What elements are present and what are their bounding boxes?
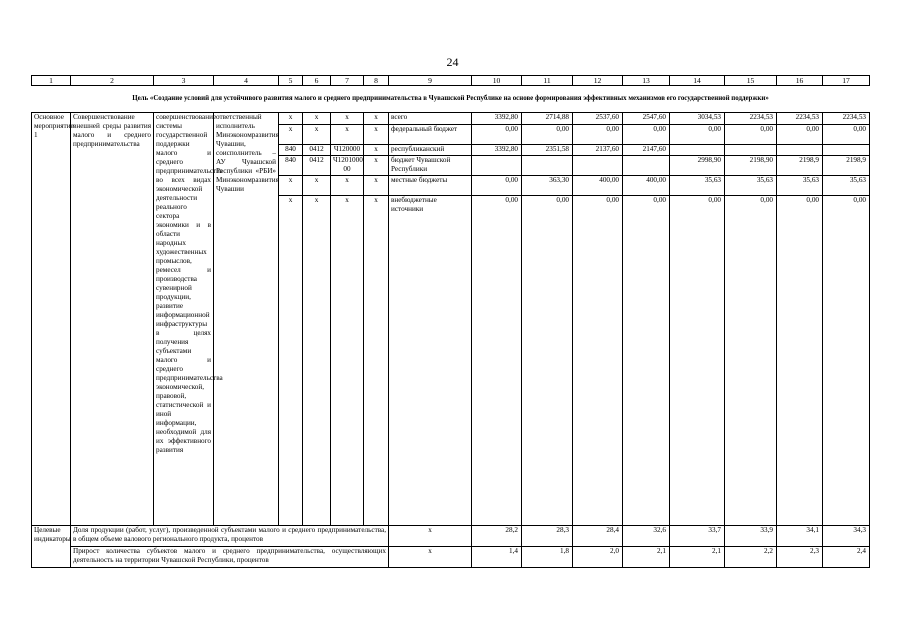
cell-value: 0,00 (623, 124, 670, 144)
cell-value: 35,63 (777, 175, 823, 195)
col-num: 1 (32, 76, 71, 86)
cell-value: 0,00 (725, 124, 777, 144)
cell-value: 1,4 (472, 547, 522, 568)
cell-vr: x (364, 175, 389, 195)
cell-value: 34,3 (823, 526, 870, 547)
col-num: 11 (522, 76, 573, 86)
cell-value: 2198,90 (725, 155, 777, 175)
cell-value: 0,00 (522, 124, 573, 144)
cell-value: 2,0 (573, 547, 623, 568)
cell-csr: x (331, 195, 364, 526)
cell-value: 0,00 (777, 124, 823, 144)
cell-grbs: x (279, 195, 303, 526)
cell-value: 0,00 (472, 175, 522, 195)
cell-value: 2,2 (725, 547, 777, 568)
cell-csr: x (331, 175, 364, 195)
cell-value: 2234,53 (777, 113, 823, 124)
cell-value: 2234,53 (823, 113, 870, 124)
cell-value: 0,00 (725, 195, 777, 526)
col-num: 4 (214, 76, 279, 86)
cell-grbs: x (279, 175, 303, 195)
cell-vr: x (364, 113, 389, 124)
cell-value (573, 155, 623, 175)
cell-vr: x (364, 155, 389, 175)
event-title: Совершенствование внешней среды развития малого и среднего предпринимательства (71, 113, 154, 526)
cell-value: 28,2 (472, 526, 522, 547)
cell-value (472, 155, 522, 175)
cell-vr: x (364, 124, 389, 144)
col-num: 3 (154, 76, 214, 86)
cell-value: 32,6 (623, 526, 670, 547)
cell-value: 3392,80 (472, 113, 522, 124)
cell-value: 35,63 (725, 175, 777, 195)
col-num: 12 (573, 76, 623, 86)
page-number: 24 (446, 55, 459, 69)
cell-rzpr: x (303, 175, 331, 195)
cell-x: x (389, 547, 472, 568)
cell-value: 28,3 (522, 526, 573, 547)
goal-text: Цель «Создание условий для устойчивого развития малого и среднего предпринимательства в Чувашской Республике на основе формирования эффективных механизмов его государственной поддержки» (32, 86, 870, 113)
cell-value: 0,00 (472, 124, 522, 144)
cell-value: 2,1 (670, 547, 725, 568)
indicator-text: Доля продукции (работ, услуг), произведенной субъектами малого и среднего предпринимательства, в общем объеме валового регионального продукта, процентов (71, 526, 389, 547)
cell-source: внебюджетные источники (389, 195, 472, 526)
cell-value: 2,1 (623, 547, 670, 568)
col-num: 6 (303, 76, 331, 86)
cell-csr: x (331, 113, 364, 124)
cell-value: 2137,60 (573, 144, 623, 155)
cell-source: местные бюджеты (389, 175, 472, 195)
cell-source: федеральный бюджет (389, 124, 472, 144)
cell-value: 2,4 (823, 547, 870, 568)
cell-grbs: x (279, 113, 303, 124)
cell-rzpr: 0412 (303, 155, 331, 175)
col-num: 5 (279, 76, 303, 86)
cell-value: 400,00 (573, 175, 623, 195)
cell-value: 2537,60 (573, 113, 623, 124)
event-executor: ответственный исполнитель Минэкономразвития Чувашии, соисполнитель – АУ Чувашской Республики «РБИ» Минэкономразвития Чувашии (214, 113, 279, 526)
cell-value: 0,00 (823, 195, 870, 526)
column-number-row (32, 76, 870, 86)
cell-value: 35,63 (823, 175, 870, 195)
cell-value (823, 144, 870, 155)
cell-source: республиканский (389, 144, 472, 155)
cell-value: 33,7 (670, 526, 725, 547)
cell-value: 34,1 (777, 526, 823, 547)
col-num: 7 (331, 76, 364, 86)
indicator-row (32, 547, 870, 568)
cell-value: 35,63 (670, 175, 725, 195)
cell-csr: Ч120000 (331, 144, 364, 155)
cell-value: 1,8 (522, 547, 573, 568)
cell-source: бюджет Чувашской Республики (389, 155, 472, 175)
cell-value: 2198,9 (823, 155, 870, 175)
cell-vr: x (364, 144, 389, 155)
cell-value: 2198,9 (777, 155, 823, 175)
cell-value: 2714,88 (522, 113, 573, 124)
cell-rzpr: 0412 (303, 144, 331, 155)
col-num: 16 (777, 76, 823, 86)
cell-rzpr: x (303, 195, 331, 526)
cell-value: 0,00 (670, 124, 725, 144)
cell-csr: Ч1201000 00 (331, 155, 364, 175)
cell-value: 2234,53 (725, 113, 777, 124)
cell-value: 3034,53 (670, 113, 725, 124)
col-num: 15 (725, 76, 777, 86)
cell-csr: x (331, 124, 364, 144)
cell-value (623, 155, 670, 175)
cell-value (670, 144, 725, 155)
cell-value: 0,00 (777, 195, 823, 526)
col-num: 2 (71, 76, 154, 86)
cell-value: 0,00 (573, 124, 623, 144)
cell-value: 2547,60 (623, 113, 670, 124)
col-num: 10 (472, 76, 522, 86)
cell-rzpr: x (303, 124, 331, 144)
cell-value: 2351,58 (522, 144, 573, 155)
col-num: 9 (389, 76, 472, 86)
cell-value: 2998,90 (670, 155, 725, 175)
cell-value (777, 144, 823, 155)
col-num: 14 (670, 76, 725, 86)
table-row (32, 113, 870, 124)
cell-value (725, 144, 777, 155)
event-description: совершенствование системы государственной поддержки малого и среднего предпринимательства во всех видах экономической деятельности реального сектора экономики и в области народных художественных промыслов, ремесел и производства сувенирной продукции, развитие информационной инфраструктуры в целях получения субъектами малого и среднего предпринимательства экономической, правовой, статистической и иной информации, необходимой для их эффективного развития (154, 113, 214, 526)
cell-grbs: x (279, 124, 303, 144)
cell-value: 33,9 (725, 526, 777, 547)
cell-value (522, 155, 573, 175)
cell-value: 28,4 (573, 526, 623, 547)
cell-value: 363,30 (522, 175, 573, 195)
targets-label: Целевые индикаторы (32, 526, 71, 568)
cell-vr: x (364, 195, 389, 526)
col-num: 17 (823, 76, 870, 86)
cell-value: 3392,80 (472, 144, 522, 155)
cell-value: 0,00 (623, 195, 670, 526)
program-table (31, 75, 870, 568)
col-num: 8 (364, 76, 389, 86)
goal-row (32, 86, 870, 113)
cell-value: 0,00 (670, 195, 725, 526)
indicator-text: Прирост количества субъектов малого и среднего предпринимательства, осуществляющих деятельность на территории Чувашской Республики, процентов (71, 547, 389, 568)
cell-grbs: 840 (279, 155, 303, 175)
cell-grbs: 840 (279, 144, 303, 155)
cell-value: 2,3 (777, 547, 823, 568)
cell-rzpr: x (303, 113, 331, 124)
cell-value: 0,00 (573, 195, 623, 526)
cell-value: 0,00 (823, 124, 870, 144)
cell-value: 400,00 (623, 175, 670, 195)
cell-source: всего (389, 113, 472, 124)
indicator-row (32, 526, 870, 547)
cell-value: 2147,60 (623, 144, 670, 155)
event-name: Основное мероприятие 1 (32, 113, 71, 526)
cell-x: x (389, 526, 472, 547)
col-num: 13 (623, 76, 670, 86)
cell-value: 0,00 (472, 195, 522, 526)
cell-value: 0,00 (522, 195, 573, 526)
